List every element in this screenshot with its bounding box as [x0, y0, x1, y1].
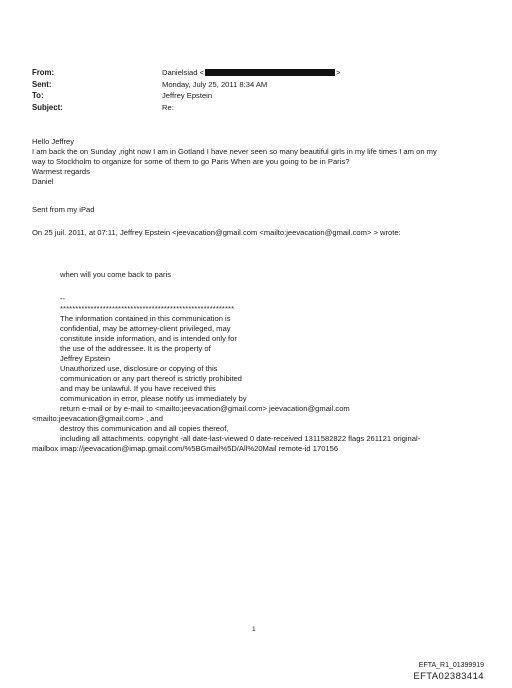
signature	[32, 205, 487, 215]
body-line: Hello Jeffrey	[32, 137, 75, 146]
disclaimer-line-outdent: <mailto:jeevacation@gmail.com> , and	[32, 414, 163, 423]
from-suffix: >	[336, 68, 341, 77]
email-body	[32, 137, 487, 187]
disclaimer-line: including all attachments. copyright -all date-last-viewed 0 date-received 1311582822 flags 261121 original-	[60, 434, 421, 443]
sent-label: Sent:	[32, 80, 52, 89]
sent-value: Monday, July 25, 2011 8:34 AM	[162, 80, 268, 89]
disclaimer-line: the use of the addressee. It is the property of	[60, 344, 211, 353]
bates-number-secondary: EFTA02383414	[413, 671, 484, 682]
quoted-disclaimer	[32, 294, 490, 454]
body-line: Warmest regards	[32, 167, 90, 176]
disclaimer-line: communication in error, please notify us immediately by	[60, 394, 247, 403]
disclaimer-line: and may be unlawful. If you have received this	[60, 384, 216, 393]
disclaimer-line: constitute inside information, and is intended only for	[60, 334, 237, 343]
redaction-bar	[205, 69, 335, 76]
disclaimer-line: confidential, may be attorney-client privileged, may	[60, 324, 231, 333]
body-line: Daniel	[32, 177, 54, 186]
to-value: Jeffrey Epstein	[162, 91, 213, 100]
quoted-text: when will you come back to paris	[60, 270, 172, 279]
subject-label: Subject:	[32, 103, 63, 112]
disclaimer-line: Jeffrey Epstein	[60, 354, 111, 363]
page-number: 1	[252, 626, 256, 633]
disclaimer-line: destroy this communication and all copies thereof,	[60, 424, 229, 433]
body-line: I am back the on Sunday ,right now I am in Gotland I have never seen so many beautiful girls in my life times I am on my	[32, 147, 437, 156]
subject-value: Re:	[162, 103, 174, 112]
disclaimer-line-outdent: mailbox imap://jeevacation@imap.gmail.com/%5BGmail%5D/All%20Mail remote-id 170156	[32, 444, 339, 453]
stars-divider: *********************************************************	[60, 304, 235, 313]
disclaimer-line: The information contained in this communication is	[60, 314, 231, 323]
sig-dash: --	[60, 294, 66, 303]
signature-line: Sent from my iPad	[32, 205, 95, 214]
from-name: Danielsiad <	[162, 68, 205, 77]
quote-intro-line: On 25 juil. 2011, at 07:11, Jeffrey Epstein <jeevacation@gmail.com <mailto:jeevacation@gmail.com> > wrote:	[32, 228, 401, 237]
to-label: To:	[32, 91, 44, 100]
disclaimer-line: return e-mail or by e-mail to <mailto:jeevacation@gmail.com> jeevacation@gmail.com	[60, 404, 350, 413]
bates-number-primary: EFTA_R1_01399919	[418, 662, 484, 669]
body-line: way to Stockholm to organize for some of them to go Paris When are you going to be in Paris?	[32, 157, 350, 166]
from-value	[162, 68, 340, 78]
from-label: From:	[32, 68, 55, 77]
quote-intro	[32, 228, 487, 238]
disclaimer-line: Unauthorized use, disclosure or copying of this	[60, 364, 218, 373]
disclaimer-line: communication or any part thereof is strictly prohibited	[60, 374, 242, 383]
quoted-message	[60, 270, 490, 280]
